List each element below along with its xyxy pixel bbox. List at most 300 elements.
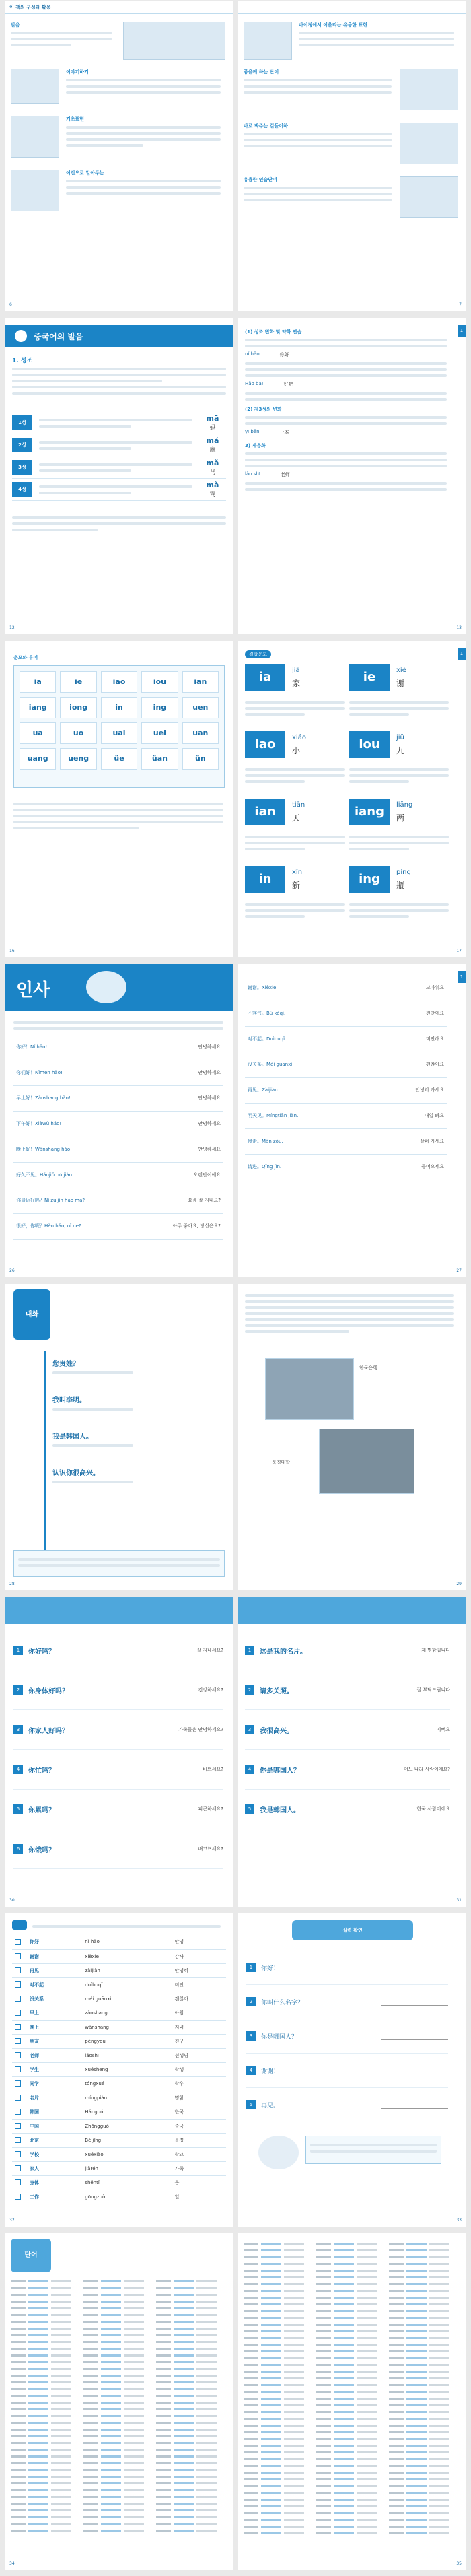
- vocab-row: [11, 2379, 78, 2385]
- vocab-row: [389, 2381, 456, 2388]
- quiz-title: 실력 확인: [292, 1920, 413, 1940]
- vocab-row: [389, 2476, 456, 2482]
- korean-text: 천만에요: [370, 1001, 447, 1026]
- dialog-row: [13, 1213, 223, 1239]
- chinese-text: 你好！Nǐ hǎo!: [13, 1034, 135, 1060]
- vocab-row: [156, 2520, 223, 2527]
- answer-blank[interactable]: [381, 1964, 448, 1971]
- korean-text: 명함: [172, 2091, 226, 2105]
- vocab-row: [83, 2385, 151, 2392]
- vocab-row: [156, 2426, 223, 2433]
- vocab-row: [244, 2260, 311, 2267]
- item-title: 유용한 연습단어: [244, 177, 277, 182]
- quiz-row: [246, 1985, 448, 2019]
- chinese-text: 学校: [27, 2147, 82, 2161]
- tone-row: 3성 mǎ 马: [12, 456, 226, 479]
- vocab-row: [316, 2476, 384, 2482]
- vocab-row: [156, 2406, 223, 2412]
- vocab-row: [389, 2247, 456, 2253]
- pinyin-text: Běijīng: [82, 2133, 172, 2147]
- page-footer: [242, 623, 462, 632]
- vocab-row: [316, 2482, 384, 2489]
- dialog-row: [245, 1052, 447, 1077]
- answer-blank[interactable]: [381, 1998, 448, 2006]
- page-footer: [9, 623, 229, 632]
- korean-text: 들어오세요: [370, 1154, 447, 1180]
- vocab-row: [389, 2455, 456, 2462]
- checkbox[interactable]: [15, 2165, 21, 2171]
- number-badge: 5: [245, 1804, 254, 1814]
- vocab-row: [389, 2435, 456, 2442]
- page-footer: [242, 1580, 462, 1588]
- dialog-bubble: [52, 1358, 221, 1374]
- vocab-row: [389, 2287, 456, 2294]
- vocab-row: [83, 2433, 151, 2439]
- final-cell: uai: [101, 722, 137, 744]
- vocab-row: [156, 2298, 223, 2305]
- page-left: [5, 1284, 233, 1590]
- vocab-row: [244, 2442, 311, 2449]
- korean-text: 배고프세요?: [198, 1846, 223, 1852]
- checkbox[interactable]: [15, 2123, 21, 2129]
- checkbox[interactable]: [15, 2080, 21, 2087]
- number-badge: 1: [246, 1963, 256, 1972]
- dialog-row: [13, 1188, 223, 1213]
- vocab-row: [316, 2267, 384, 2274]
- chinese-text: 不客气。Bú kèqi.: [245, 1001, 370, 1026]
- checkbox[interactable]: [15, 2179, 21, 2185]
- dialog-line: 我是韩国人。: [52, 1433, 93, 1441]
- thumbnail: [11, 170, 59, 211]
- korean-text: 아침: [172, 2006, 226, 2020]
- final-cell: ian: [182, 671, 219, 693]
- chinese-text: 身体: [27, 2175, 82, 2190]
- thumbnail: [400, 69, 458, 110]
- tone-table: [12, 412, 226, 501]
- vocab-row: [244, 2523, 311, 2530]
- spread-2: [0, 316, 471, 640]
- vocab-row: [244, 2301, 311, 2307]
- vocab-row: [83, 2473, 151, 2480]
- checkbox[interactable]: [15, 2109, 21, 2115]
- vocab-row: [316, 2240, 384, 2247]
- pattern-row: [13, 1790, 223, 1829]
- checkbox[interactable]: [15, 2066, 21, 2072]
- final-card: [349, 664, 449, 726]
- checklist-row: [12, 2161, 226, 2175]
- quiz-text: 你叫什么名字？: [261, 1999, 304, 2006]
- pattern-row: [245, 1631, 450, 1670]
- answer-blank[interactable]: [381, 2033, 448, 2040]
- vocab-row: [11, 2318, 78, 2325]
- vocab-column: [11, 2278, 78, 2534]
- chinese-text: 没关系。Méi guānxi.: [245, 1052, 370, 1077]
- chinese-text: 北京: [27, 2133, 82, 2147]
- vocab-row: [156, 2399, 223, 2406]
- card-pinyin: píng: [396, 869, 411, 876]
- vocab-row: [83, 2365, 151, 2372]
- dialog-row: [13, 1111, 223, 1137]
- vocab-row: [244, 2462, 311, 2469]
- tip-box: [305, 2136, 441, 2164]
- chinese-text: 你们好！Nǐmen hǎo!: [13, 1060, 135, 1085]
- vocab-row: [389, 2523, 456, 2530]
- checklist-row: [12, 2190, 226, 2204]
- final-cell: iong: [60, 697, 96, 718]
- thumbnail: [400, 123, 458, 164]
- korean-text: 중국: [172, 2119, 226, 2133]
- spread-6: [0, 1596, 471, 1912]
- vocab-row: [316, 2381, 384, 2388]
- vocab-column: [389, 2240, 456, 2536]
- page-number: 12: [9, 625, 15, 630]
- vocab-column: [244, 2240, 311, 2536]
- checkbox[interactable]: [15, 2095, 21, 2101]
- chinese-text: 你身体好吗？: [28, 1687, 69, 1695]
- vocab-row: [83, 2486, 151, 2493]
- spread-4: [0, 963, 471, 1283]
- vocab-row: [83, 2412, 151, 2419]
- page-left: [5, 2233, 233, 2570]
- final-cell: üan: [141, 748, 178, 770]
- vocab-row: [11, 2460, 78, 2466]
- checkbox[interactable]: [15, 2137, 21, 2143]
- page-left: [5, 964, 233, 1277]
- vocab-row: [316, 2509, 384, 2516]
- chinese-text: 对不起: [27, 1977, 82, 1992]
- chinese-text: 你饿吗？: [28, 1846, 55, 1854]
- number-badge: 5: [246, 2100, 256, 2109]
- vocab-row: [316, 2321, 384, 2328]
- photo-caption: 북경대학: [272, 1460, 291, 1465]
- chinese-text: 工作: [27, 2190, 82, 2204]
- vocab-row: [11, 2365, 78, 2372]
- card-hanzi: 九: [396, 746, 405, 755]
- page-right: 1 (1) 성조 변화 및 약화 연습 nǐ hǎo 你好 Hǎo ba! 好吧 (2) 제3성의 변화 yī běn 一本 3) 제음화 lǎo shī 老师 13: [238, 318, 466, 634]
- checkbox[interactable]: [15, 1953, 21, 1959]
- checkbox[interactable]: [15, 2052, 21, 2058]
- vocab-row: [244, 2240, 311, 2247]
- number-badge: 2: [245, 1685, 254, 1695]
- vocab-row: [244, 2334, 311, 2341]
- vocab-row: [11, 2291, 78, 2298]
- vocab-column: [83, 2278, 151, 2534]
- dialog-row: [245, 1001, 447, 1026]
- vocab-row: [244, 2415, 311, 2422]
- final-card: [245, 799, 345, 860]
- korean-text: 안녕하세요: [135, 1111, 223, 1137]
- chinese-text: 没关系: [27, 1992, 82, 2006]
- vocab-row: [244, 2395, 311, 2402]
- thumbnail: [11, 69, 59, 104]
- tone-row: 4성 mà 骂: [12, 479, 226, 501]
- vocab-row: [244, 2375, 311, 2381]
- number-badge: 3: [13, 1725, 23, 1734]
- chinese-text: 很好，你呢？Hěn hǎo, nǐ ne?: [13, 1213, 135, 1239]
- checklist-row: [12, 1977, 226, 1992]
- pattern-row: [245, 1750, 450, 1790]
- korean-text: 요즘 잘 지내요?: [135, 1188, 223, 1213]
- vocab-row: [244, 2348, 311, 2354]
- pinyin-text: míngpiàn: [82, 2091, 172, 2105]
- korean-text: 제 명함입니다: [421, 1648, 450, 1653]
- vocab-row: [244, 2294, 311, 2301]
- vocab-row: [83, 2318, 151, 2325]
- vocab-row: [156, 2338, 223, 2345]
- vocab-row: [389, 2375, 456, 2381]
- vocab-row: [156, 2352, 223, 2359]
- vocab-row: [316, 2523, 384, 2530]
- vocab-row: [156, 2365, 223, 2372]
- page-right: [238, 964, 466, 1277]
- vocab-row: [11, 2305, 78, 2311]
- checkbox[interactable]: [15, 1967, 21, 1973]
- final-card: [349, 866, 449, 928]
- side-tab: 1: [458, 648, 466, 660]
- vocab-row: [83, 2352, 151, 2359]
- final-cell: ün: [182, 748, 219, 770]
- vocab-row: [389, 2442, 456, 2449]
- vocab-row: [11, 2439, 78, 2446]
- vocab-row: [389, 2429, 456, 2435]
- final-cell: uo: [60, 722, 96, 744]
- section-title: 결합운모: [245, 650, 271, 658]
- vocab-row: [389, 2449, 456, 2455]
- checklist-row: [12, 2062, 226, 2076]
- thumbnail: [123, 22, 225, 60]
- korean-text: 오랜만이에요: [135, 1162, 223, 1188]
- chinese-text: 下午好！Xiàwǔ hǎo!: [13, 1111, 135, 1137]
- vocab-row: [316, 2368, 384, 2375]
- vocab-row: [83, 2460, 151, 2466]
- pinyin-text: Hánguó: [82, 2105, 172, 2119]
- vocab-row: [316, 2442, 384, 2449]
- vocab-row: [316, 2462, 384, 2469]
- spread-5: [0, 1283, 471, 1596]
- vocab-row: [389, 2408, 456, 2415]
- vocab-row: [389, 2328, 456, 2334]
- page-number: 6: [9, 302, 12, 307]
- vocab-row: [244, 2267, 311, 2274]
- final-grid: [13, 665, 225, 788]
- number-badge: 1: [13, 1646, 23, 1655]
- vocab-row: [11, 2453, 78, 2460]
- pattern-row: [13, 1750, 223, 1790]
- checklist-row: [12, 1963, 226, 1977]
- pinyin-text: wǎnshang: [82, 2020, 172, 2034]
- final-row: [20, 748, 219, 770]
- page-right: [238, 1913, 466, 2227]
- vocab-row: [316, 2247, 384, 2253]
- vocab-row: [244, 2422, 311, 2429]
- chinese-text: 我很高兴。: [260, 1727, 293, 1735]
- vocab-row: [11, 2473, 78, 2480]
- korean-text: 아주 좋아요, 당신은요?: [135, 1213, 223, 1239]
- page-number: 30: [9, 1897, 15, 1903]
- vocab-row: [244, 2530, 311, 2536]
- checkbox[interactable]: [15, 2038, 21, 2044]
- vocab-row: [389, 2402, 456, 2408]
- page-footer: [242, 2559, 462, 2567]
- chinese-text: 你累吗？: [28, 1806, 55, 1815]
- vocab-row: [316, 2253, 384, 2260]
- vocab-row: [316, 2422, 384, 2429]
- vocab-row: [11, 2419, 78, 2426]
- vocab-row: [316, 2274, 384, 2280]
- page-number: 27: [456, 1268, 462, 1273]
- page-right: [238, 641, 466, 957]
- vocab-row: [244, 2368, 311, 2375]
- vocab-row: [244, 2455, 311, 2462]
- page-number: 32: [9, 2217, 15, 2223]
- vocab-row: [156, 2486, 223, 2493]
- vocab-row: [389, 2334, 456, 2341]
- vocab-row: [389, 2361, 456, 2368]
- korean-text: 몸: [172, 2175, 226, 2190]
- chinese-text: 学生: [27, 2062, 82, 2076]
- note-title: 3) 제음화: [245, 443, 266, 448]
- final-cell: ing: [141, 697, 178, 718]
- card-notes: [245, 900, 345, 921]
- item-title: 기초표현: [66, 116, 85, 122]
- dialog-row: [245, 1103, 447, 1128]
- pattern-row: [13, 1710, 223, 1750]
- vocab-row: [244, 2354, 311, 2361]
- answer-blank[interactable]: [381, 2101, 448, 2109]
- answer-blank[interactable]: [381, 2067, 448, 2074]
- vocab-row: [83, 2426, 151, 2433]
- chinese-text: 家人: [27, 2161, 82, 2175]
- vocab-row: [83, 2298, 151, 2305]
- card-hanzi: 两: [396, 813, 405, 823]
- spread-7: [0, 1912, 471, 2232]
- vocab-row: [156, 2332, 223, 2338]
- vocab-row: [316, 2341, 384, 2348]
- vocab-row: [156, 2412, 223, 2419]
- korean-text: 고마워요: [370, 975, 447, 1001]
- page-right: [238, 1597, 466, 1907]
- checkbox[interactable]: [15, 1981, 21, 1988]
- quiz-row: [246, 2019, 448, 2054]
- page-number: 31: [456, 1897, 462, 1903]
- pinyin-text: xuéxiào: [82, 2147, 172, 2161]
- dialog-gloss: [52, 1371, 133, 1374]
- chinese-text: 韩国: [27, 2105, 82, 2119]
- vocab-row: [83, 2338, 151, 2345]
- korean-text: 안녕하세요: [135, 1137, 223, 1162]
- korean-text: 안녕하세요: [135, 1085, 223, 1111]
- vocab-row: [11, 2513, 78, 2520]
- checklist-row: [12, 2105, 226, 2119]
- vocab-row: [83, 2513, 151, 2520]
- number-badge: 1: [245, 1646, 254, 1655]
- page-footer: [242, 2216, 462, 2224]
- vocab-row: [156, 2527, 223, 2534]
- vocab-row: [316, 2415, 384, 2422]
- dialog-row: [245, 1026, 447, 1052]
- vocab-row: [83, 2446, 151, 2453]
- note-title: (1) 성조 변화 및 약화 연습: [245, 329, 302, 335]
- lesson-title: 인사: [16, 980, 50, 1001]
- pattern-row: [245, 1790, 450, 1829]
- vocab-row: [316, 2280, 384, 2287]
- pinyin-text: xièxie: [82, 1949, 172, 1963]
- vocab-row: [11, 2406, 78, 2412]
- vocab-row: [156, 2392, 223, 2399]
- vocab-row: [156, 2372, 223, 2379]
- checkbox[interactable]: [15, 2024, 21, 2030]
- vocab-row: [156, 2493, 223, 2500]
- pinyin-text: zàijiàn: [82, 1963, 172, 1977]
- chinese-text: 你好: [27, 1935, 82, 1949]
- korean-text: 바쁘세요?: [203, 1767, 223, 1772]
- vocab-row: [11, 2486, 78, 2493]
- vocab-row: [11, 2345, 78, 2352]
- thumbnail: [400, 176, 458, 218]
- vocab-row: [11, 2311, 78, 2318]
- page-number: 34: [9, 2561, 15, 2566]
- vocab-row: [11, 2385, 78, 2392]
- card-hanzi: 家: [292, 679, 301, 688]
- checkbox[interactable]: [15, 1996, 21, 2002]
- vocab-row: [244, 2280, 311, 2287]
- chinese-text: 你最近好吗？Nǐ zuìjìn hǎo ma?: [13, 1188, 135, 1213]
- dialog-row: [13, 1162, 223, 1188]
- check-icon: [12, 1920, 27, 1930]
- korean-text: 안녕하세요: [135, 1034, 223, 1060]
- vocab-row: [156, 2460, 223, 2466]
- quiz-text: 谢谢！: [261, 2068, 280, 2075]
- chinese-text: 好久不见。Hǎojiǔ bú jiàn.: [13, 1162, 135, 1188]
- vocab-row: [244, 2274, 311, 2280]
- pattern-banner: [5, 1597, 233, 1624]
- chinese-text: 中国: [27, 2119, 82, 2133]
- page-left: [5, 318, 233, 634]
- page-number: 33: [456, 2217, 462, 2223]
- final-card: [245, 731, 345, 793]
- vocab-row: [389, 2469, 456, 2476]
- chinese-text: 你忙吗？: [28, 1767, 55, 1775]
- vocab-row: [11, 2480, 78, 2486]
- checkbox[interactable]: [15, 1939, 21, 1945]
- photo: [265, 1358, 354, 1420]
- pattern-row: [13, 1829, 223, 1869]
- vocab-row: [389, 2274, 456, 2280]
- vocab-row: [389, 2341, 456, 2348]
- checkbox[interactable]: [15, 2151, 21, 2157]
- vocab-row: [156, 2305, 223, 2311]
- section-title: 1. 성조: [12, 358, 33, 364]
- chinese-text: 明天见。Míngtiān jiàn.: [245, 1103, 370, 1128]
- vocab-row: [316, 2449, 384, 2455]
- page-number: 35: [456, 2561, 462, 2566]
- dialog-gloss: [52, 1408, 133, 1411]
- checklist-row: [12, 2175, 226, 2190]
- vocab-row: [156, 2500, 223, 2507]
- card-hanzi: 天: [292, 813, 301, 823]
- korean-text: 어느 나라 사람이에요?: [403, 1767, 450, 1772]
- card-notes: [349, 765, 449, 786]
- pinyin-text: xuésheng: [82, 2062, 172, 2076]
- korean-text: 괜찮아: [172, 1992, 226, 2006]
- checkbox[interactable]: [15, 2010, 21, 2016]
- pinyin-text: duìbuqǐ: [82, 1977, 172, 1992]
- final-cell: uang: [20, 748, 56, 770]
- checkbox[interactable]: [15, 2194, 21, 2200]
- vocab-row: [11, 2412, 78, 2419]
- pattern-row: [245, 1670, 450, 1710]
- side-tab: 1: [458, 971, 466, 983]
